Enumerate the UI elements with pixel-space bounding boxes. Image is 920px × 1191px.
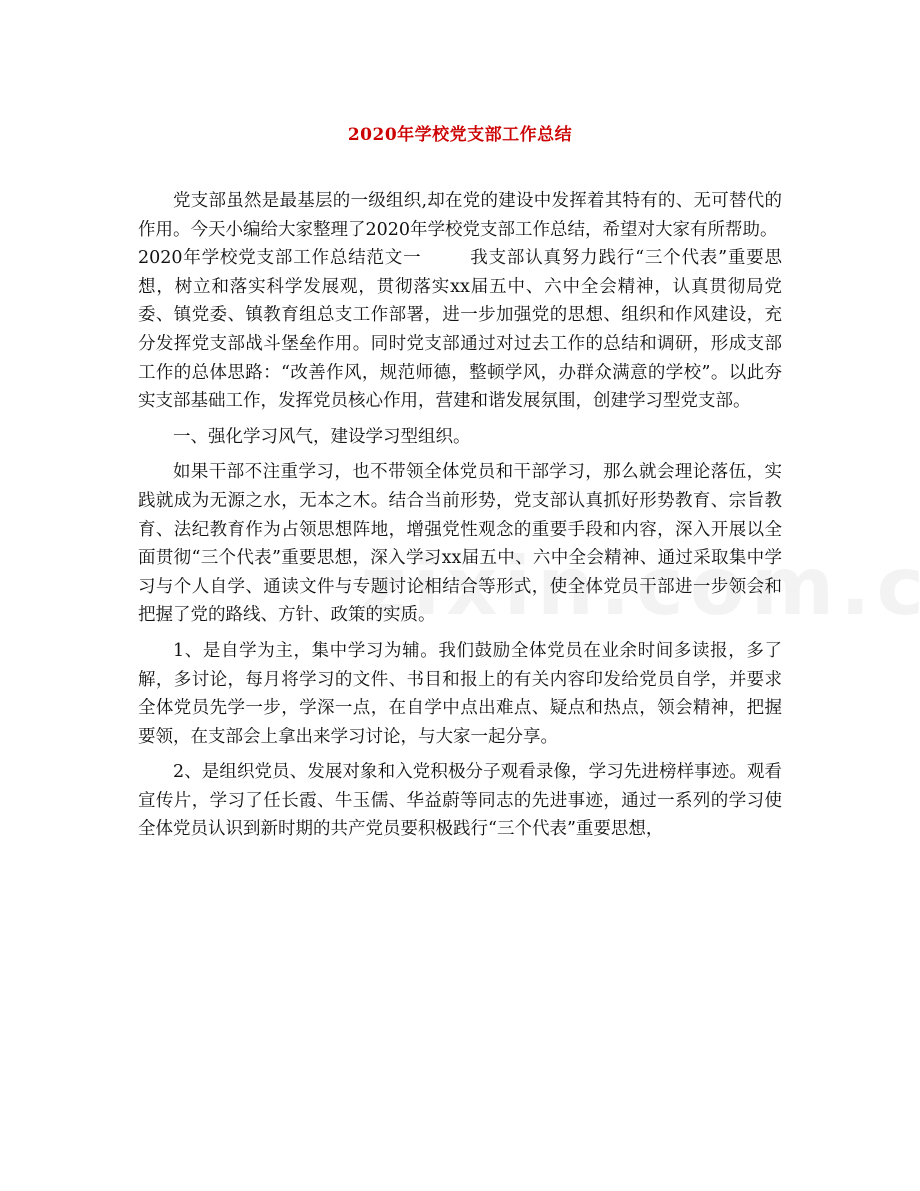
paragraph-1: 如果干部不注重学习，也不带领全体党员和干部学习，那么就会理论落伍，实践就成为无源之水，无本之木。结合当前形势，党支部认真抓好形势教育、宗旨教育、法纪教育作为占领思想阵地，增强党性观念的重要手段和内容，深入开展以全面贯彻“三个代表”重要思想，深入学习xx届五中、六中全会精神、通过采取集中学习与个人自学、通读文件与专题讨论相结合等形式，使全体党员干部进一步领会和把握了党的路线、方针、政策的实质。 xyxy=(138,462,782,626)
document-body xyxy=(138,187,782,844)
document-title: 2020年学校党支部工作总结 xyxy=(347,125,573,145)
section-heading: 2020年学校党支部工作总结范文一 xyxy=(138,248,422,269)
section-paragraph xyxy=(138,244,782,416)
heading-1: 一、强化学习风气，建设学习型组织。 xyxy=(173,426,471,447)
section-text: 我支部认真努力践行“三个代表”重要思想，树立和落实科学发展观，贯彻落实xx届五中、六中全会精神，认真贯彻局党委、镇党委、镇教育组总支工作部署，进一步加强党的思想、组织和作风建设，充分发挥党支部战斗堡垒作用。同时党支部通过对过去工作的总结和调研，形成支部工作的总体思路：“改善作风，规范师德，整顿学风，办群众满意的学校”。以此夯实支部基础工作，发挥党员核心作用，营建和谐发展氛围，创建学习型党支部。 xyxy=(138,248,782,412)
paragraph-3: 2、是组织党员、发展对象和入党积极分子观看录像，学习先进榜样事迹。观看宣传片，学习了任长霞、牛玉儒、华益蔚等同志的先进事迹，通过一系列的学习使全体党员认识到新时期的共产党员要积极践行“三个代表”重要思想， xyxy=(138,762,782,840)
paragraph-2: 1、是自学为主，集中学习为辅。我们鼓励全体党员在业余时间多读报，多了解，多讨论，每月将学习的文件、书目和报上的有关内容印发给党员自学，并要求全体党员先学一步，学深一点，在自学中点出难点、疑点和热点，领会精神，把握要领，在支部会上拿出来学习讨论，与大家一起分享。 xyxy=(138,640,782,747)
watermark xyxy=(360,540,920,633)
intro-paragraph: 党支部虽然是最基层的一级组织,却在党的建设中发挥着其特有的、无可替代的作用。今天小编给大家整理了2020年学校党支部工作总结，希望对大家有所帮助。 xyxy=(138,191,782,240)
